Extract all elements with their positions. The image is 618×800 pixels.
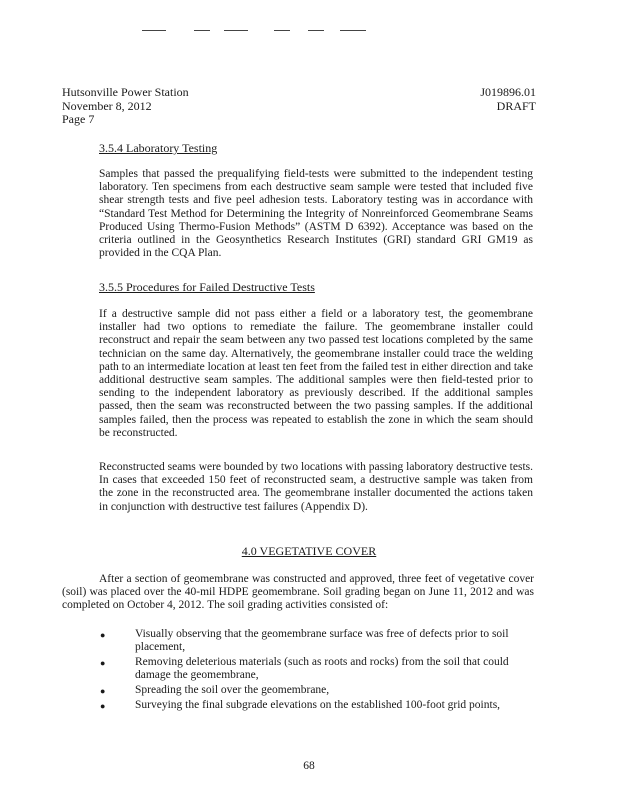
paragraph-reconstructed-seams: Reconstructed seams were bounded by two locations with passing laboratory destructive tests. In cases that exceeded 150 feet of reconstructed seam, a destructive sample was taken from the zone in the reconstructed area. The geomembrane installer documented the actions taken in conjunction with destructive test failures (Appendix D). <box>99 461 533 513</box>
bullet-icon: ● <box>100 630 106 640</box>
list-item-text: Surveying the final subgrade elevations on the established 100-foot grid points, <box>135 698 501 711</box>
header-site-name: Hutsonville Power Station <box>62 85 189 99</box>
header-left-block <box>62 86 189 127</box>
bullet-icon: ● <box>100 700 106 711</box>
heading-laboratory-testing: 3.5.4 Laboratory Testing <box>99 141 218 155</box>
list-item-text: Removing deleterious materials (such as roots and rocks) from the soil that could damage the geomembrane, <box>135 655 509 682</box>
header-right-block <box>480 86 536 113</box>
soil-grading-activities-list <box>98 628 534 713</box>
page-number: 68 <box>303 760 315 772</box>
header-draft-label: DRAFT <box>496 98 536 113</box>
list-item <box>98 656 534 682</box>
scan-artifact-marks <box>142 30 372 32</box>
paragraph-laboratory-testing: Samples that passed the prequalifying field-tests were submitted to the independent testing laboratory. Ten specimens from each destructive seam sample were tested that included five shear strength tests and five peel adhesion tests. Laboratory testing was in accordance with “Standard Test Method for Determining the Integrity of Nonreinforced Geomembrane Seams Produced Using Thermo-Fusion Methods” (ASTM D 6392). Acceptance was based on the criteria outlined in the Geosynthetics Research Institutes (GRI) standard GRI GM19 as provided in the CQA Plan. <box>99 168 533 260</box>
header-page-label: Page 7 <box>62 112 95 126</box>
header-project-number: J019896.01 <box>480 85 536 99</box>
header-date: November 8, 2012 <box>62 98 152 113</box>
bullet-icon: ● <box>100 685 106 696</box>
list-item-text: Visually observing that the geomembrane surface was free of defects prior to soil placement, <box>135 628 509 654</box>
heading-vegetative-cover: 4.0 VEGETATIVE COVER <box>241 544 377 558</box>
list-item <box>98 699 534 712</box>
paragraph-failed-tests-procedure: If a destructive sample did not pass either a field or a laboratory test, the geomembrane installer had two options to remediate the failure. The geomembrane installer could reconstruct and repair the seam between any two passed test locations completed by the same technician on the same day. Alternatively, the geomembrane installer could trace the welding path to an intermediate location at least ten feet from the failed test in either direction and take additional destructive seam samples. The additional samples were then field-tested prior to sending to the independent laboratory as previously described. If the additional samples passed, then the seam was reconstructed between the two passing samples. If the additional samples failed, then the process was repeated to establish the zone in which the seam should be reconstructed. <box>99 308 533 439</box>
list-item-text: Spreading the soil over the geomembrane, <box>135 683 330 696</box>
list-item <box>98 628 534 654</box>
bullet-icon: ● <box>100 657 106 668</box>
paragraph-vegetative-cover: After a section of geomembrane was constructed and approved, three feet of vegetative cover (soil) was placed over the 40-mil HDPE geomembrane. Soil grading began on June 11, 2012 and was completed on October 4, 2012. The soil grading activities consisted of: <box>62 573 534 612</box>
list-item <box>98 684 534 697</box>
heading-failed-destructive-tests: 3.5.5 Procedures for Failed Destructive Tests <box>99 280 315 294</box>
